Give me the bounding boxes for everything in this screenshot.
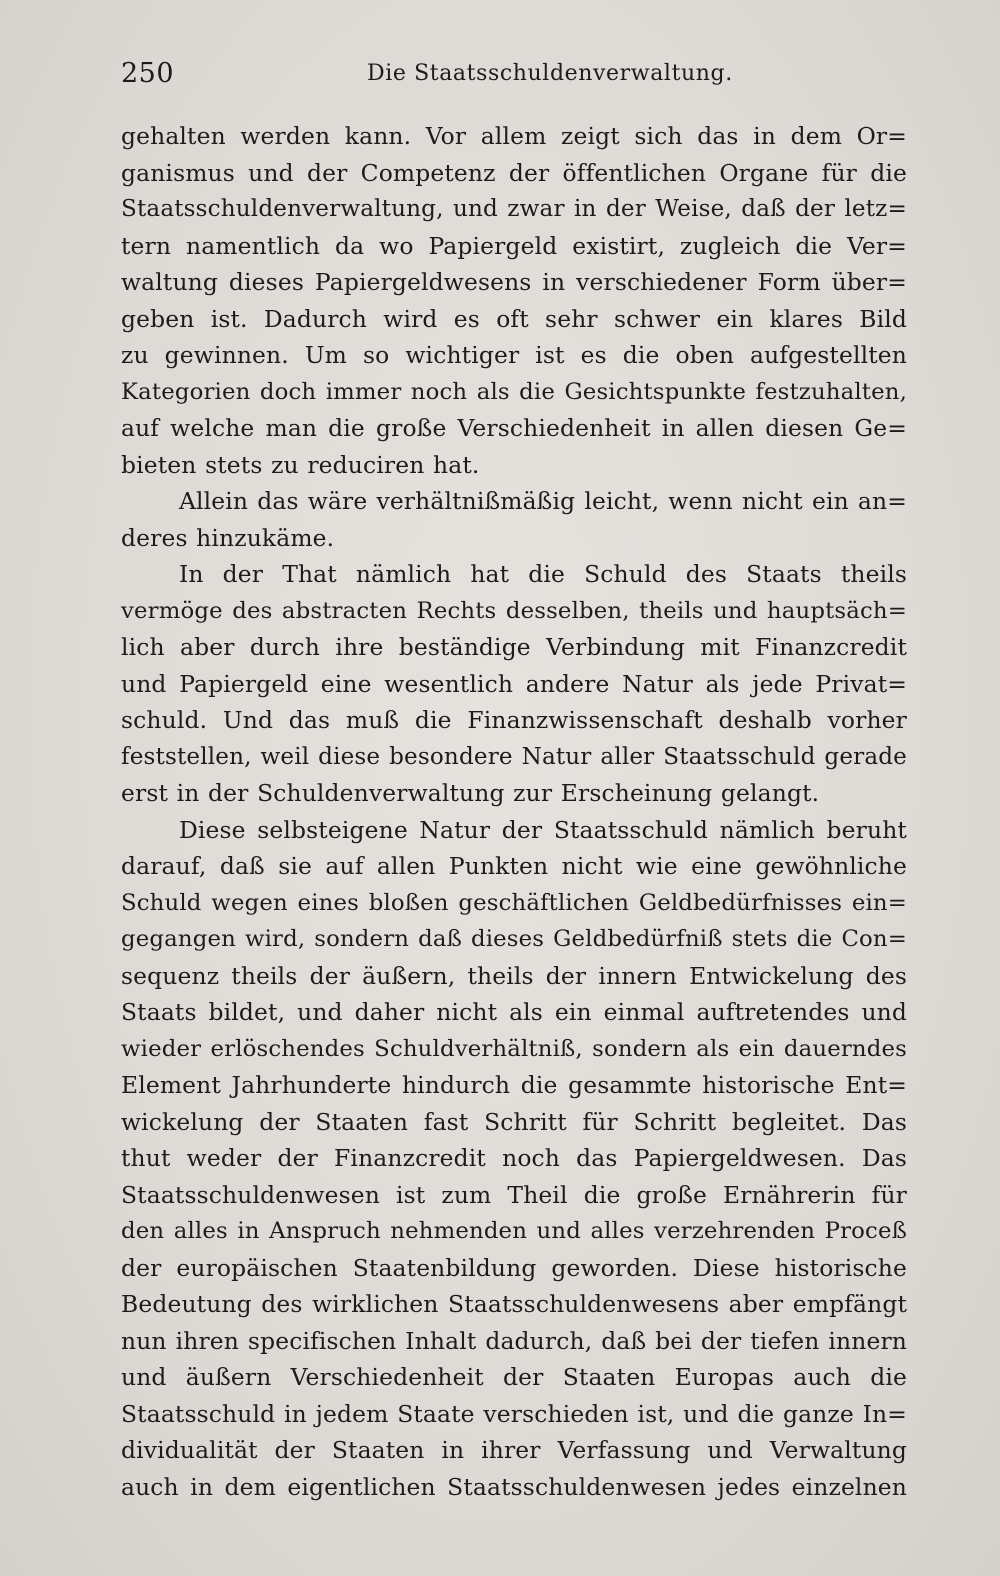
text-line: gehalten werden kann. Vor allem zeigt sich das in dem Or= — [121, 122, 907, 150]
text-line: auf welche man die große Verschiedenheit in allen diesen Ge= — [121, 414, 907, 442]
text-line: Diese selbsteigene Natur der Staatsschuld nämlich beruht — [179, 815, 907, 844]
text-line: darauf, daß sie auf allen Punkten nicht wie eine gewöhnliche — [121, 852, 907, 880]
page-header — [121, 58, 907, 98]
text-line: vermöge des abstracten Rechts desselben, theils und hauptsäch= — [121, 597, 907, 624]
running-title: Die Staatsschuldenverwaltung. — [367, 61, 733, 86]
text-line: nun ihren specifischen Inhalt dadurch, daß bei der tiefen innern — [121, 1326, 907, 1355]
text-line: und Papiergeld eine wesentlich andere Natur als jede Privat= — [121, 669, 907, 698]
text-line: ganismus und der Competenz der öffentlichen Organe für die — [121, 158, 907, 187]
body-text — [121, 118, 907, 1505]
text-line: auch in dem eigentlichen Staatsschuldenwesen jedes einzelnen — [121, 1472, 907, 1501]
text-line: wickelung der Staaten fast Schritt für Schritt begleitet. Das — [121, 1107, 907, 1136]
text-line: dividualität der Staaten in ihrer Verfassung und Verwaltung — [121, 1436, 907, 1464]
text-line: Schuld wegen eines bloßen geschäftlichen Geldbedürfnisses ein= — [121, 889, 907, 916]
text-line: Staatsschuldenverwaltung, und zwar in der Weise, daß der letz= — [121, 196, 907, 222]
text-line: Staatsschuldenwesen ist zum Theil die große Ernährerin für — [121, 1180, 907, 1209]
text-line: Staats bildet, und daher nicht als ein einmal auftretendes und — [121, 998, 907, 1026]
text-line: den alles in Anspruch nehmenden und alles verzehrenden Proceß — [121, 1218, 907, 1244]
page-number: 250 — [121, 58, 175, 89]
text-line: Bedeutung des wirklichen Staatsschuldenwesens aber empfängt — [121, 1290, 907, 1318]
text-line: gegangen wird, sondern daß dieses Geldbedürfniß stets die Con= — [121, 926, 907, 952]
text-line: geben ist. Dadurch wird es oft sehr schwer ein klares Bild — [121, 304, 907, 333]
text-line: Kategorien doch immer noch als die Gesichtspunkte festzuhalten, — [121, 378, 907, 405]
text-line: deres hinzukäme. — [121, 523, 335, 552]
text-line: feststellen, weil diese besondere Natur aller Staatsschuld gerade — [121, 743, 907, 770]
text-line: In der That nämlich hat die Schuld des Staats theils — [179, 560, 907, 588]
text-line: tern namentlich da wo Papiergeld existirt, zugleich die Ver= — [121, 231, 907, 260]
text-line: der europäischen Staatenbildung geworden. Diese historische — [121, 1253, 907, 1282]
text-line: schuld. Und das muß die Finanzwissenschaft deshalb vorher — [121, 706, 907, 734]
text-line: sequenz theils der äußern, theils der innern Entwickelung des — [121, 961, 907, 990]
text-line: erst in der Schuldenverwaltung zur Erscheinung gelangt. — [121, 779, 820, 807]
text-line: zu gewinnen. Um so wichtiger ist es die oben aufgestellten — [121, 341, 907, 369]
text-line: bieten stets zu reduciren hat. — [121, 450, 480, 479]
text-line: Staatsschuld in jedem Staate verschieden ist, und die ganze In= — [121, 1399, 907, 1428]
text-line: Element Jahrhunderte hindurch die gesammte historische Ent= — [121, 1071, 907, 1099]
text-line: und äußern Verschiedenheit der Staaten Europas auch die — [121, 1363, 907, 1391]
text-line: Allein das wäre verhältnißmäßig leicht, wenn nicht ein an= — [179, 487, 907, 515]
text-line: lich aber durch ihre beständige Verbindung mit Finanzcredit — [121, 633, 907, 661]
text-line: wieder erlöschendes Schuldverhältniß, sondern als ein dauerndes — [121, 1035, 907, 1062]
text-line: thut weder der Finanzcredit noch das Papiergeldwesen. Das — [121, 1144, 907, 1172]
text-line: waltung dieses Papiergeldwesens in verschiedener Form über= — [121, 268, 907, 296]
